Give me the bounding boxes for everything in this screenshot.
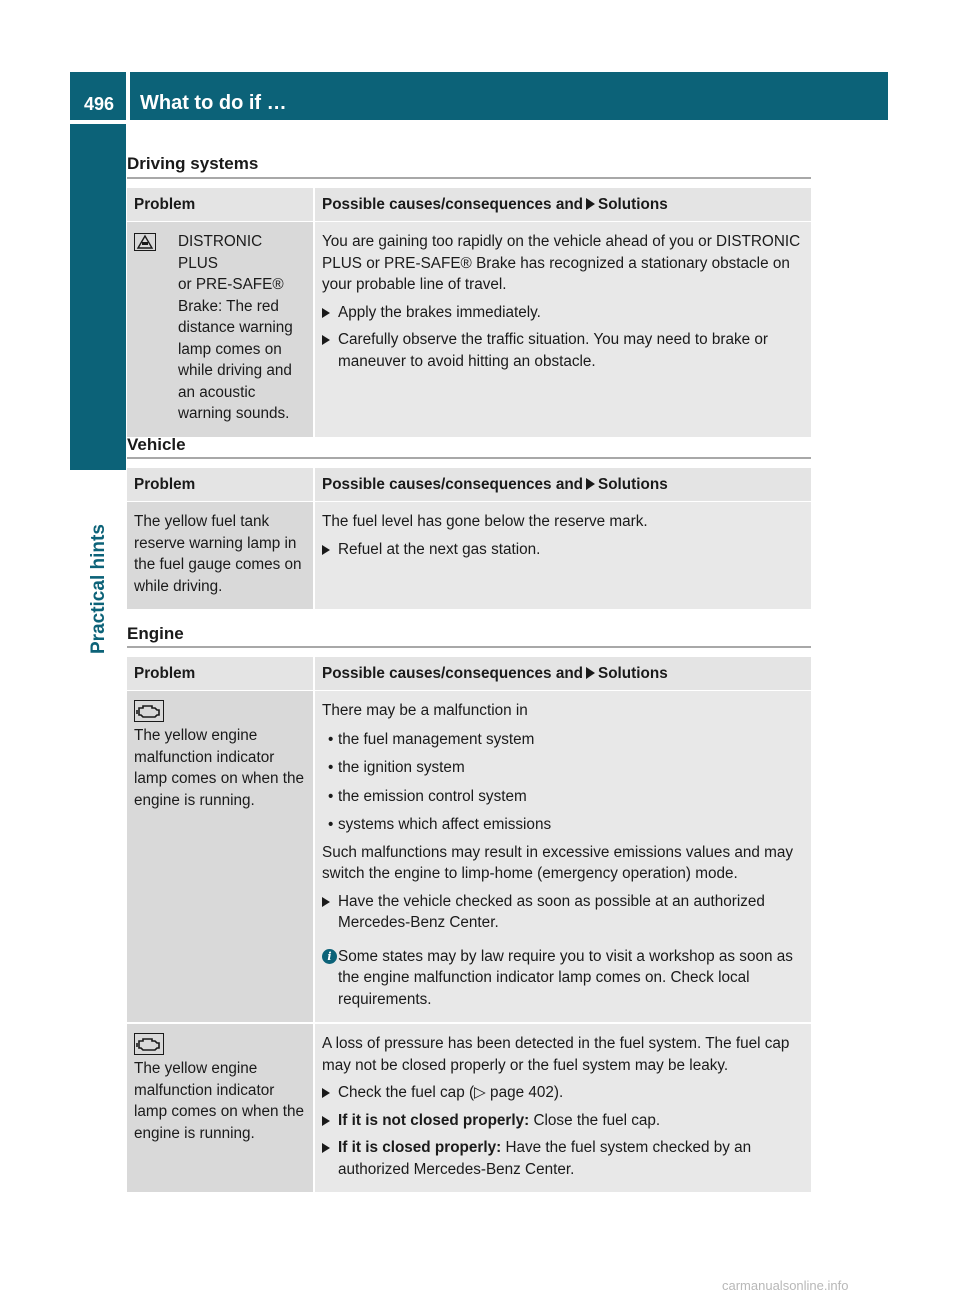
table-row: [127, 1024, 811, 1192]
problem-cell: The yellow fuel tank reserve warning lamp in the fuel gauge comes on while driving.: [127, 502, 315, 609]
problem-line: while driving and: [178, 362, 292, 379]
solutions-header: [315, 468, 811, 502]
section-rule: [127, 177, 811, 179]
engine-check-icon: [134, 700, 164, 722]
step-arrow-icon: [322, 545, 330, 555]
step-text: Carefully observe the traffic situation. You may need to brake or maneuver to avoid hitting an obstacle.: [338, 331, 768, 370]
solutions-header-pre: Possible causes/consequences and: [322, 475, 584, 493]
arrow-icon: [586, 667, 595, 679]
step-arrow-icon: [322, 1088, 330, 1098]
page-header: [70, 72, 888, 120]
problem-line: lamp comes on: [178, 340, 282, 358]
list-item: • the ignition system: [322, 757, 804, 779]
solutions-header: [315, 188, 811, 222]
intro-text: There may be a malfunction in: [322, 702, 528, 719]
note-text: Some states may by law require you to visit a workshop as soon as the engine malfunction indicator lamp comes on. Check local requirements.: [338, 947, 793, 1008]
list-item: • the fuel management system: [322, 729, 804, 751]
step-condition: If it is not closed properly:: [338, 1111, 530, 1129]
problem-line: warning sounds.: [178, 405, 290, 422]
problem-text: The yellow engine malfunction indicator lamp comes on when the engine is running.: [134, 1060, 305, 1142]
problem-cell: [127, 1024, 315, 1192]
solution-step: [322, 891, 804, 934]
cause-text: Such malfunctions may result in excessive emissions values and may switch the engine to limp-home (emergency operation) mode.: [322, 843, 794, 882]
solution-step: [322, 302, 804, 324]
step-arrow-icon: [322, 1143, 330, 1153]
step-arrow-icon: [322, 335, 330, 345]
solutions-header-pre: Possible causes/consequences and: [322, 664, 584, 682]
solution-cell: [315, 502, 811, 609]
step-arrow-icon: [322, 897, 330, 907]
step-arrow-icon: [322, 1116, 330, 1126]
step-condition: If it is closed properly:: [338, 1139, 502, 1156]
distance-warning-symbol: [134, 233, 156, 251]
problem-header: Problem: [127, 468, 315, 502]
chapter-title: What to do if …: [130, 72, 888, 120]
problem-header: Problem: [127, 657, 315, 691]
step-arrow-icon: [322, 308, 330, 318]
arrow-icon: [586, 198, 595, 210]
side-color-block: [70, 124, 126, 470]
table-header-row: [127, 188, 811, 222]
list-item: • systems which affect emissions: [322, 814, 804, 836]
engine-check-icon: [134, 1033, 164, 1055]
engine-table: [127, 657, 811, 1192]
watermark: carmanualsonline.info: [722, 1278, 849, 1293]
page-number: 496: [70, 72, 126, 120]
cause-text: You are gaining too rapidly on the vehicle ahead of you or DISTRONIC PLUS or PRE-SAFE® Brake has recognized a stationary obstacle on your probable line of travel.: [322, 233, 801, 293]
problem-cell: [127, 222, 315, 437]
solutions-header-post: Solutions: [598, 664, 668, 682]
solution-cell: [315, 691, 811, 1024]
side-tab-label: Practical hints: [88, 524, 109, 654]
vehicle-table: [127, 468, 811, 609]
solution-step: [322, 329, 804, 372]
cause-text: A loss of pressure has been detected in the fuel system. The fuel cap may not be closed properly or the fuel system may be leaky.: [322, 1035, 790, 1074]
solutions-header-post: Solutions: [598, 475, 668, 493]
solutions-header-pre: Possible causes/consequences and: [322, 195, 584, 213]
problem-line: DISTRONIC PLUS: [178, 233, 263, 272]
info-icon: i: [322, 949, 337, 964]
info-note: [322, 946, 804, 1011]
solution-step: [322, 1082, 804, 1104]
step-text: Have the vehicle checked as soon as possible at an authorized Mercedes-Benz Center.: [338, 892, 765, 931]
table-header-row: [127, 657, 811, 691]
problem-line: an acoustic: [178, 383, 256, 401]
side-tab: [70, 474, 126, 654]
problem-line: distance warning: [178, 319, 293, 336]
section-title-vehicle: Vehicle: [127, 435, 186, 454]
section-title-driving: Driving systems: [127, 154, 259, 173]
table-row: [127, 502, 811, 609]
table-header-row: [127, 468, 811, 502]
problem-line: or PRE-SAFE®: [178, 276, 284, 293]
section-rule: [127, 457, 811, 459]
arrow-icon: [586, 478, 595, 490]
section-title-engine: Engine: [127, 624, 184, 643]
step-text: Check the fuel cap (▷ page 402).: [338, 1084, 564, 1101]
driving-systems-table: [127, 188, 811, 437]
cause-text: The fuel level has gone below the reserve mark.: [322, 513, 648, 530]
solution-cell: [315, 222, 811, 437]
solution-cell: [315, 1024, 811, 1192]
problem-line: Brake: The red: [178, 297, 279, 315]
table-row: [127, 691, 811, 1024]
solutions-header: [315, 657, 811, 691]
step-text: Apply the brakes immediately.: [338, 303, 541, 321]
problem-text: The yellow engine malfunction indicator lamp comes on when the engine is running.: [134, 727, 305, 809]
step-text: Refuel at the next gas station.: [338, 540, 541, 558]
distance-warning-icon: [134, 231, 178, 425]
problem-text: [178, 231, 306, 425]
solution-step: [322, 539, 804, 561]
section-rule: [127, 646, 811, 648]
step-text: Close the fuel cap.: [529, 1111, 661, 1129]
solutions-header-post: Solutions: [598, 195, 668, 213]
table-row: [127, 222, 811, 437]
step-text: Have the fuel system checked by an authorized Mercedes-Benz Center.: [338, 1139, 752, 1178]
list-item: • the emission control system: [322, 786, 804, 808]
solution-step: [322, 1110, 804, 1132]
problem-cell: [127, 691, 315, 1024]
solution-step: [322, 1137, 804, 1180]
problem-header: Problem: [127, 188, 315, 222]
